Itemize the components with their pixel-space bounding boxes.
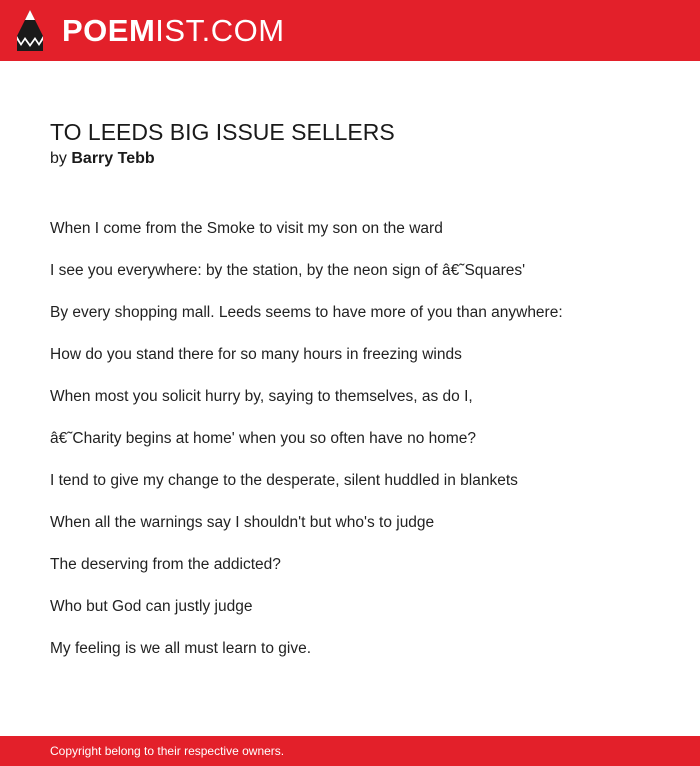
poem-title: TO LEEDS BIG ISSUE SELLERS bbox=[50, 119, 395, 145]
poem-line: My feeling is we all must learn to give. bbox=[50, 640, 312, 657]
poem-line: I tend to give my change to the desperate, silent huddled in blankets bbox=[50, 472, 518, 489]
by-label: by bbox=[50, 150, 67, 167]
author-name: Barry Tebb bbox=[71, 150, 155, 167]
poem-line: How do you stand there for so many hours in freezing winds bbox=[50, 346, 462, 363]
copyright-text: Copyright belong to their respective owners. bbox=[50, 744, 285, 758]
poem-line: When all the warnings say I shouldn't but who's to judge bbox=[50, 514, 435, 531]
pencil-icon[interactable] bbox=[17, 10, 43, 51]
poem-body bbox=[50, 218, 670, 680]
poem-line: â€˜Charity begins at home' when you so often have no home? bbox=[50, 430, 477, 447]
poem-line: When most you solicit hurry by, saying to themselves, as do I, bbox=[50, 388, 473, 405]
brand-light: IST.COM bbox=[155, 13, 285, 48]
poem-line: The deserving from the addicted? bbox=[50, 556, 281, 573]
poem-line: When I come from the Smoke to visit my son on the ward bbox=[50, 220, 443, 237]
byline bbox=[50, 148, 155, 170]
poem-line: Who but God can justly judge bbox=[50, 598, 253, 615]
poem-line: By every shopping mall. Leeds seems to have more of you than anywhere: bbox=[50, 304, 563, 321]
brand-strong: POEM bbox=[62, 13, 156, 48]
poem-line: I see you everywhere: by the station, by the neon sign of â€˜Squares' bbox=[50, 262, 526, 279]
site-header bbox=[0, 0, 700, 61]
site-footer bbox=[0, 736, 700, 766]
site-logo-text[interactable] bbox=[62, 12, 285, 50]
